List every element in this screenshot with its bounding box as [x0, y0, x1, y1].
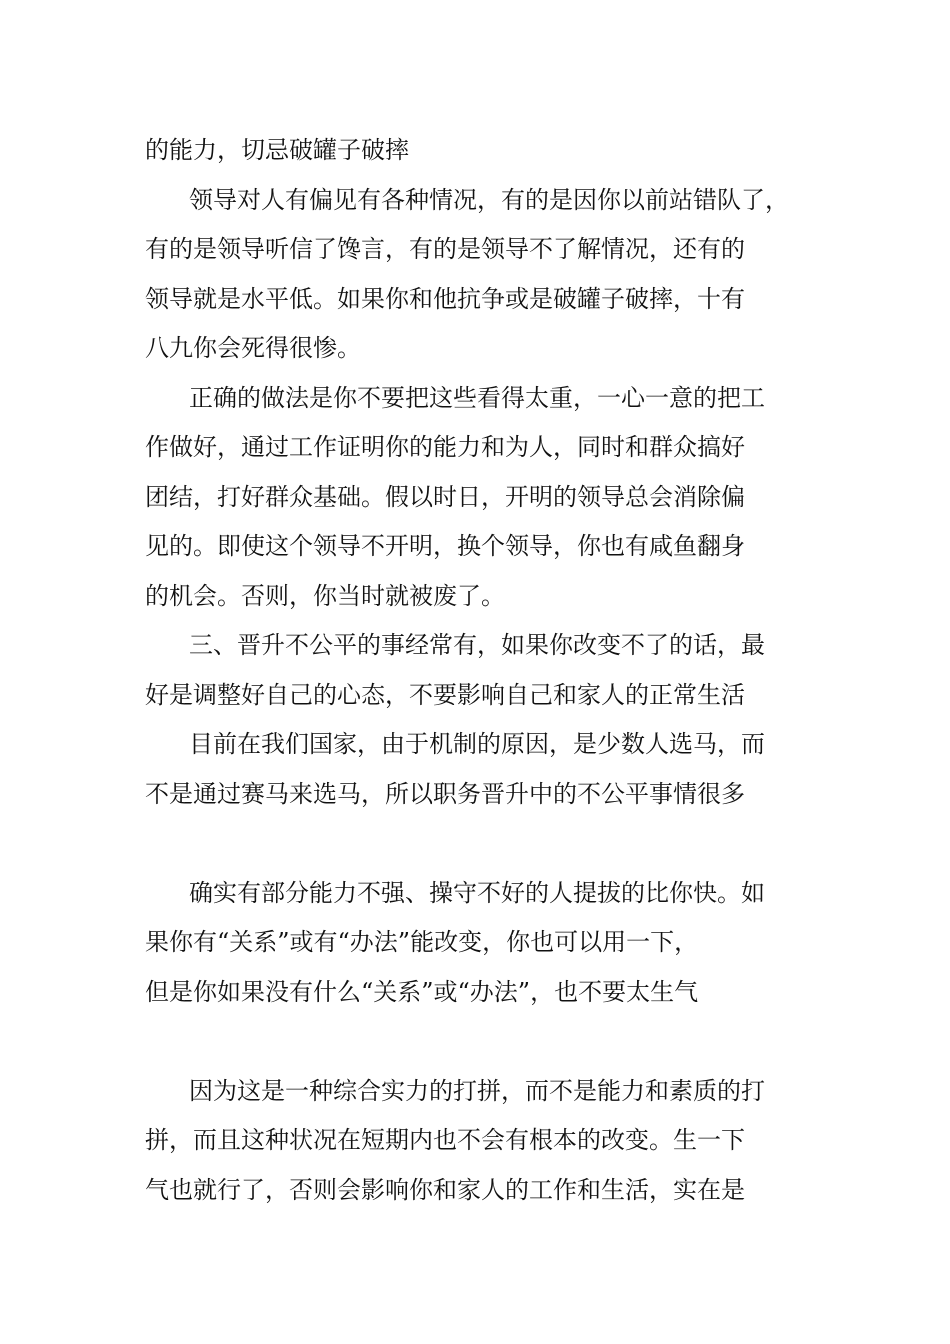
paragraph-gap — [145, 819, 825, 869]
section-heading-line: 好是调整好自己的心态，不要影响自己和家人的正常生活 — [145, 680, 745, 709]
text-line: 有的是领导听信了馋言，有的是领导不了解情况，还有的 — [145, 235, 745, 263]
section-heading-line: 三、晋升不公平的事经常有，如果你改变不了的话，最 — [189, 631, 765, 659]
text-line: 拼，而且这种状况在短期内也不会有根本的改变。生一下 — [145, 1126, 745, 1154]
text-line: 的机会。否则，你当时就被废了。 — [145, 581, 505, 610]
paragraph-gap — [145, 1017, 825, 1067]
paragraph-first-line: 因为这是一种综合实力的打拼，而不是能力和素质的打 — [189, 1076, 765, 1105]
document-body — [145, 126, 825, 1215]
text-line: 见的。即使这个领导不开明，换个领导，你也有咸鱼翻身 — [145, 532, 745, 560]
text-line: 气也就行了，否则会影响你和家人的工作和生活，实在是 — [145, 1175, 745, 1204]
paragraph-first-line: 领导对人有偏见有各种情况，有的是因你以前站错队了， — [189, 185, 789, 214]
text-line: 八九你会死得很惨。 — [145, 334, 361, 362]
text-line: 作做好，通过工作证明你的能力和为人，同时和群众搞好 — [145, 433, 745, 461]
paragraph-first-line: 正确的做法是你不要把这些看得太重，一心一意的把工 — [189, 383, 765, 412]
paragraph-first-line: 目前在我们国家，由于机制的原因，是少数人选马，而 — [189, 730, 765, 758]
text-line: 果你有“关系”或有“办法”能改变，你也可以用一下， — [145, 928, 699, 956]
paragraph-first-line: 确实有部分能力不强、操守不好的人提拔的比你快。如 — [189, 878, 765, 907]
text-line: 的能力，切忌破罐子破摔 — [145, 136, 409, 164]
text-line: 不是通过赛马来选马，所以职务晋升中的不公平事情很多 — [145, 779, 745, 808]
text-line: 但是你如果没有什么“关系”或“办法”，也不要太生气 — [145, 977, 699, 1006]
text-line: 领导就是水平低。如果你和他抗争或是破罐子破摔，十有 — [145, 284, 745, 313]
text-line: 团结，打好群众基础。假以时日，开明的领导总会消除偏 — [145, 482, 745, 511]
